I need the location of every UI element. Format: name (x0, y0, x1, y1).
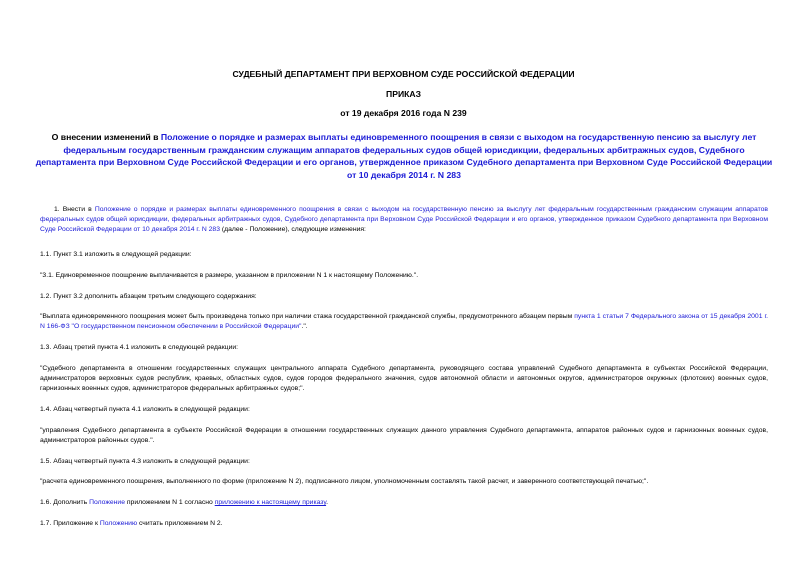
paragraph-1-6-appendix-link[interactable]: приложению к настоящему приказу (214, 499, 327, 506)
title-regulation-link[interactable]: Положение о порядке и размерах выплаты единовременного поощрения в связи с выходом на государственную пенсию за выслугу лет федеральным государственным гражданским служащим аппаратов федеральных судов общей юрисдикции, федеральных арбитражных судов, Судебного департамента при Верховном Суде Российской Федерации и его органов, утвержденное приказом Судебного департамента при Верховном Суде Российской Федерации от 10 декабря 2014 г. N 283 (35, 132, 773, 180)
paragraph-1-4: 1.4. Абзац четвертый пункта 4.1 изложить в следующей редакции: (40, 406, 250, 413)
paragraph-1-7 (40, 519, 768, 529)
quote-2-suffix: .". (301, 323, 308, 331)
paragraph-1-2: 1.2. Пункт 3.2 дополнить абзацем третьим следующего содержания: (40, 293, 257, 300)
paragraph-1-7-prefix: 1.7. Приложение к (40, 520, 100, 527)
document-title (34, 131, 774, 181)
quote-1: "3.1. Единовременное поощрение выплачивается в размере, указанном в приложении N 1 к настоящему Положению.". (40, 272, 419, 279)
paragraph-1-6-regulation-link[interactable]: Положение (89, 499, 125, 506)
paragraph-1-regulation-link[interactable]: Положение о порядке и размерах выплаты единовременного поощрения в связи с выходом на государственную пенсию за выслугу лет федеральным государственным гражданским служащим аппаратов федеральных судов общей юрисдикции, федеральных арбитражных судов, Судебного департамента при Верховном Суде Российской Федерации и его органов, утвержденное приказом Судебного департамента при Верховном Суде Российской Федерации от 10 декабря 2014 г. N 283 (40, 206, 769, 234)
paragraph-1-1: 1.1. Пункт 3.1 изложить в следующей редакции: (40, 251, 192, 258)
quote-2-law-link[interactable]: пункта 1 статьи 7 Федерального закона от 15 декабря 2001 г. N 166-ФЗ "О государственном пенсионном обеспечении в Российской Федерации" (40, 313, 768, 331)
quote-5: "расчета единовременного поощрения, выполненного по форме (приложение N 2), подписанного лицом, уполномоченным составлять такой расчет, и заверенного соответствующей печатью;". (40, 478, 649, 485)
paragraph-1-suffix: (далее - Положение), следующие изменения: (219, 226, 366, 234)
paragraph-1-6 (40, 498, 768, 508)
paragraph-1-7-regulation-link[interactable]: Положению (99, 520, 138, 527)
paragraph-1-7-suffix: считать приложением N 2. (137, 520, 223, 527)
paragraph-1-6-prefix: 1.6. Дополнить (40, 499, 90, 506)
document-type-heading: ПРИКАЗ (386, 89, 421, 99)
paragraph-1-6-middle: приложением N 1 согласно (124, 499, 215, 506)
quote-2 (40, 312, 768, 332)
organization-heading: СУДЕБНЫЙ ДЕПАРТАМЕНТ ПРИ ВЕРХОВНОМ СУДЕ РОССИЙСКОЙ ФЕДЕРАЦИИ (232, 69, 575, 79)
paragraph-1-3: 1.3. Абзац третий пункта 4.1 изложить в следующей редакции: (40, 344, 239, 351)
quote-2-prefix: "Выплата единовременного поощрения может быть произведена только при наличии стажа государственной гражданской службы, предусмотренного абзацем первым (40, 313, 575, 320)
title-prefix: О внесении изменений в (51, 132, 161, 142)
paragraph-1-5: 1.5. Абзац четвертый пункта 4.3 изложить в следующей редакции: (40, 458, 250, 465)
date-number-heading: от 19 декабря 2016 года N 239 (340, 108, 467, 118)
quote-4: "управления Судебного департамента в субъекте Российской Федерации в отношении государственных служащих данного управления Судебного департамента, аппаратов районных судов и гарнизонных военных судов, администраторов районных судов.". (40, 427, 768, 445)
paragraph-1-6-suffix: . (326, 499, 328, 506)
paragraph-1 (40, 205, 768, 236)
quote-3: "Судебного департамента в отношении государственных служащих центрального аппарата Судебного департамента, руководящего состава управлений Судебного департамента в субъектах Российской Федерации, администраторов верховных судов республик, краевых, областных судов, судов городов федерального значения, судов автономной области и автономных округов, администраторов окружных (флотских) военных судов, гарнизонных военных судов, администраторов федеральных арбитражных судов;". (40, 365, 768, 393)
paragraph-1-prefix: 1. Внести в (54, 206, 95, 213)
